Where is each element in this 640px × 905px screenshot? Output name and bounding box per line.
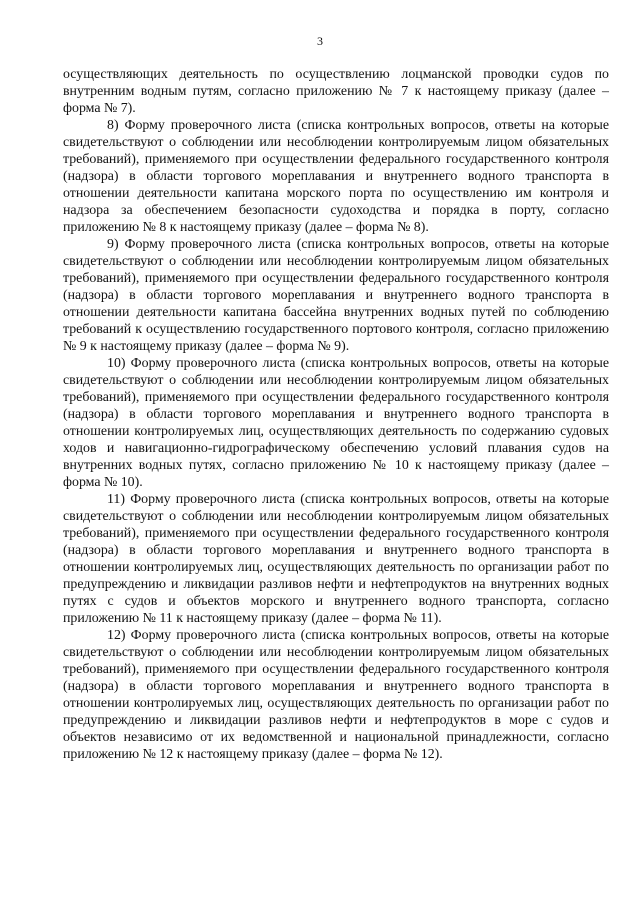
document-body xyxy=(63,66,609,763)
paragraph-item-10: 10) Форму проверочного листа (списка контрольных вопросов, ответы на которые свидетельствуют о соблюдении или несоблюдении контролируемым лицом обязательных требований), применяемого при осуществлении федерального государственного контроля (надзора) в области торгового мореплавания и внутреннего водного транспорта в отношении контролируемых лиц, осуществляющих деятельность по содержанию судовых ходов и навигационно-гидрографическому обеспечению условий плавания судов на внутренних водных путях, согласно приложению № 10 к настоящему приказу (далее – форма № 10). xyxy=(63,356,609,490)
page-number: 3 xyxy=(317,34,323,48)
paragraph-item-9: 9) Форму проверочного листа (списка контрольных вопросов, ответы на которые свидетельствуют о соблюдении или несоблюдении контролируемым лицом обязательных требований), применяемого при осуществлении федерального государственного контроля (надзора) в области торгового мореплавания и внутреннего водного транспорта в отношении деятельности капитана бассейна внутренних водных путей по соблюдению требований к осуществлению государственного портового контроля, согласно приложению № 9 к настоящему приказу (далее – форма № 9). xyxy=(63,237,609,354)
paragraph-item-8: 8) Форму проверочного листа (списка контрольных вопросов, ответы на которые свидетельствуют о соблюдении или несоблюдении контролируемым лицом обязательных требований), применяемого при осуществлении федерального государственного контроля (надзора) в области торгового мореплавания и внутреннего водного транспорта в отношении деятельности капитана морского порта по осуществлению им контроля и надзора за обеспечением безопасности судоходства и порядка в порту, согласно приложению № 8 к настоящему приказу (далее – форма № 8). xyxy=(63,118,609,235)
paragraph-continuation-form-7: осуществляющих деятельность по осуществлению лоцманской проводки судов по внутренним водным путям, согласно приложению № 7 к настоящему приказу (далее – форма № 7). xyxy=(63,67,609,116)
paragraph-item-12: 12) Форму проверочного листа (списка контрольных вопросов, ответы на которые свидетельствуют о соблюдении или несоблюдении контролируемым лицом обязательных требований), применяемого при осуществлении федерального государственного контроля (надзора) в области торгового мореплавания и внутреннего водного транспорта в отношении контролируемых лиц, осуществляющих деятельность по организации работ по предупреждению и ликвидации разливов нефти и нефтепродуктов в море с судов и объектов независимо от их ведомственной и национальной принадлежности, согласно приложению № 12 к настоящему приказу (далее – форма № 12). xyxy=(63,628,609,762)
paragraph-item-11: 11) Форму проверочного листа (списка контрольных вопросов, ответы на которые свидетельствуют о соблюдении или несоблюдении контролируемым лицом обязательных требований), применяемого при осуществлении федерального государственного контроля (надзора) в области торгового мореплавания и внутреннего водного транспорта в отношении контролируемых лиц, осуществляющих деятельность по организации работ по предупреждению и ликвидации разливов нефти и нефтепродуктов на внутренних водных путях с судов и объектов морского и внутреннего водного транспорта, согласно приложению № 11 к настоящему приказу (далее – форма № 11). xyxy=(63,492,609,626)
